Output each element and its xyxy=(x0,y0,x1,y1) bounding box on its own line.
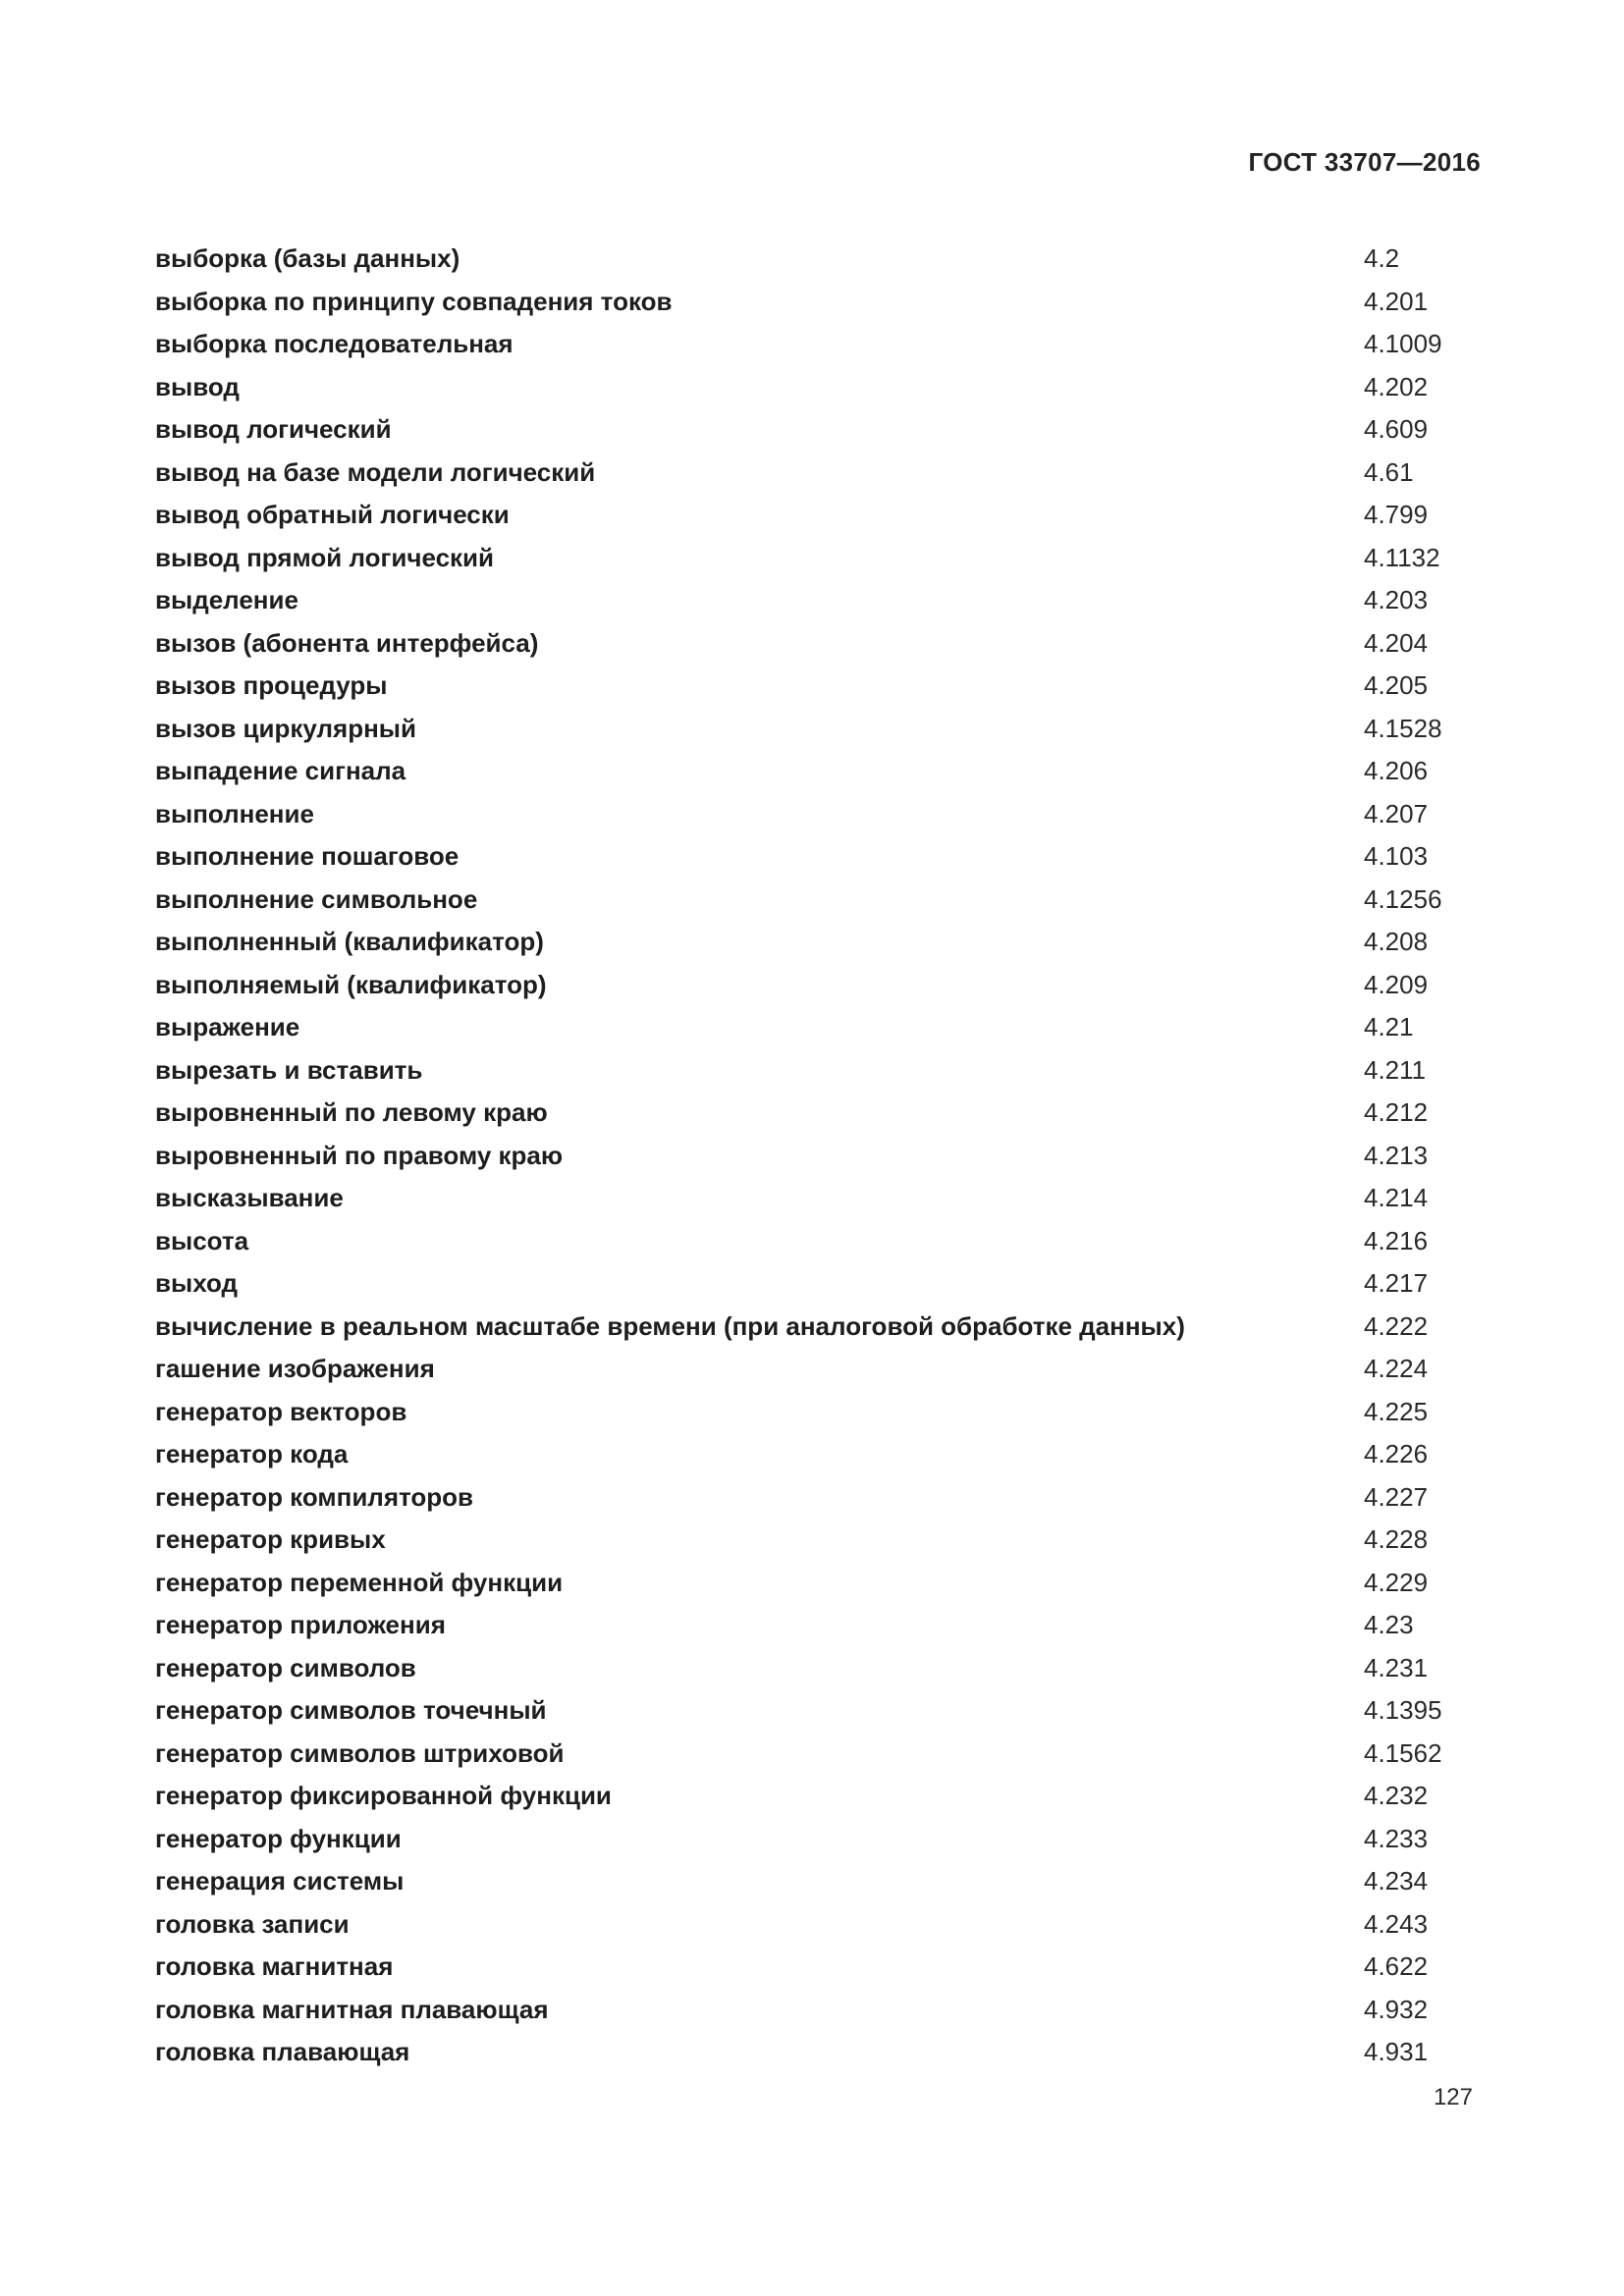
index-term: выполняемый (квалификатор) xyxy=(155,969,547,999)
index-reference-number: 4.222 xyxy=(1364,1310,1429,1341)
index-entry xyxy=(155,281,1471,324)
index-entry xyxy=(155,1348,1471,1391)
index-entry xyxy=(155,622,1471,666)
index-entry xyxy=(155,1519,1471,1562)
index-entry xyxy=(155,1946,1471,1989)
index-reference-number: 4.23 xyxy=(1364,1610,1414,1639)
index-term: вызов (абонента интерфейса) xyxy=(155,627,539,658)
index-reference-number: 4.229 xyxy=(1364,1567,1429,1597)
index-entry xyxy=(155,1433,1471,1476)
index-term: высказывание xyxy=(155,1183,344,1212)
index-entry xyxy=(155,1733,1471,1776)
index-reference-number: 4.1395 xyxy=(1364,1695,1442,1725)
index-reference-number: 4.103 xyxy=(1364,841,1429,871)
index-entry xyxy=(155,964,1471,1007)
index-reference-number: 4.1009 xyxy=(1364,329,1442,358)
index-entry xyxy=(155,323,1471,366)
index-term: вывод xyxy=(155,371,240,401)
index-term: генератор переменной функции xyxy=(155,1567,564,1597)
index-entry xyxy=(155,1989,1471,2032)
index-term: генератор кривых xyxy=(155,1524,386,1554)
index-entry xyxy=(155,2031,1471,2074)
index-term: генератор символов xyxy=(155,1652,416,1682)
index-reference-number: 4.1562 xyxy=(1364,1737,1442,1768)
index-term: выполнение символьное xyxy=(155,883,478,914)
index-term: выполненный (квалификатор) xyxy=(155,927,544,956)
index-reference-number: 4.213 xyxy=(1364,1140,1429,1170)
index-reference-number: 4.1132 xyxy=(1364,542,1440,572)
term-index-list xyxy=(155,238,1471,2074)
document-header: ГОСТ 33707—2016 xyxy=(1248,147,1481,177)
index-entry xyxy=(155,708,1471,751)
index-term: выражение xyxy=(155,1012,300,1041)
index-entry xyxy=(155,1092,1471,1135)
index-term: генератор компиляторов xyxy=(155,1481,474,1512)
index-entry xyxy=(155,1775,1471,1818)
index-term: выровненный по левому краю xyxy=(155,1097,548,1127)
index-term: генератор фиксированной функции xyxy=(155,1781,612,1810)
index-reference-number: 4.1256 xyxy=(1364,883,1442,914)
index-reference-number: 4.2 xyxy=(1364,243,1400,273)
index-reference-number: 4.231 xyxy=(1364,1652,1429,1682)
index-term: вывод логический xyxy=(155,414,392,444)
index-term: выборка (базы данных) xyxy=(155,243,460,273)
index-term: вырезать и вставить xyxy=(155,1054,423,1085)
index-entry xyxy=(155,238,1471,281)
index-term: генератор функции xyxy=(155,1823,402,1853)
index-entry xyxy=(155,452,1471,495)
index-term: выборка последовательная xyxy=(155,329,514,358)
index-reference-number: 4.234 xyxy=(1364,1866,1429,1896)
index-reference-number: 4.224 xyxy=(1364,1354,1429,1383)
index-entry xyxy=(155,366,1471,409)
index-term: высота xyxy=(155,1225,249,1255)
index-term: выровненный по правому краю xyxy=(155,1140,564,1170)
index-entry xyxy=(155,1262,1471,1306)
index-entry xyxy=(155,879,1471,922)
index-term: выпадение сигнала xyxy=(155,756,406,785)
index-term: генератор символов точечный xyxy=(155,1695,547,1725)
index-reference-number: 4.931 xyxy=(1364,2037,1429,2066)
index-reference-number: 4.217 xyxy=(1364,1268,1429,1298)
index-entry xyxy=(155,579,1471,622)
index-term: генератор приложения xyxy=(155,1610,446,1639)
index-term: выделение xyxy=(155,585,298,614)
index-reference-number: 4.216 xyxy=(1364,1225,1429,1255)
index-term: вызов процедуры xyxy=(155,670,388,700)
index-entry xyxy=(155,1647,1471,1690)
index-reference-number: 4.201 xyxy=(1364,286,1429,316)
index-entry xyxy=(155,1135,1471,1178)
index-entry xyxy=(155,1562,1471,1605)
index-entry xyxy=(155,1818,1471,1861)
index-entry xyxy=(155,1049,1471,1093)
index-reference-number: 4.799 xyxy=(1364,500,1429,529)
index-entry xyxy=(155,1476,1471,1520)
index-reference-number: 4.225 xyxy=(1364,1396,1429,1426)
index-entry xyxy=(155,1689,1471,1733)
index-entry xyxy=(155,1177,1471,1220)
index-term: головка магнитная плавающая xyxy=(155,1994,549,2024)
index-reference-number: 4.21 xyxy=(1364,1012,1414,1041)
index-term: головка плавающая xyxy=(155,2037,410,2066)
index-term: генератор векторов xyxy=(155,1396,407,1426)
index-reference-number: 4.932 xyxy=(1364,1994,1429,2024)
index-entry xyxy=(155,1903,1471,1947)
index-term: головка магнитная xyxy=(155,1951,394,1981)
index-reference-number: 4.214 xyxy=(1364,1183,1429,1212)
index-term: вывод на базе модели логический xyxy=(155,456,596,487)
index-reference-number: 4.609 xyxy=(1364,414,1429,444)
index-entry xyxy=(155,1306,1471,1349)
index-term: вывод обратный логически xyxy=(155,500,510,529)
index-entry xyxy=(155,408,1471,452)
index-reference-number: 4.61 xyxy=(1364,456,1414,487)
index-reference-number: 4.227 xyxy=(1364,1481,1429,1512)
index-reference-number: 4.232 xyxy=(1364,1781,1429,1810)
index-term: выборка по принципу совпадения токов xyxy=(155,286,673,316)
index-reference-number: 4.206 xyxy=(1364,756,1429,785)
index-reference-number: 4.204 xyxy=(1364,627,1429,658)
index-entry xyxy=(155,835,1471,879)
index-reference-number: 4.208 xyxy=(1364,927,1429,956)
index-term: генератор кода xyxy=(155,1439,349,1468)
index-term: выполнение xyxy=(155,798,314,828)
index-entry xyxy=(155,1604,1471,1647)
index-reference-number: 4.211 xyxy=(1364,1054,1427,1085)
index-entry xyxy=(155,1391,1471,1434)
index-term: головка записи xyxy=(155,1908,350,1939)
index-reference-number: 4.212 xyxy=(1364,1097,1429,1127)
index-reference-number: 4.233 xyxy=(1364,1823,1429,1853)
index-reference-number: 4.202 xyxy=(1364,371,1429,401)
index-reference-number: 4.622 xyxy=(1364,1951,1429,1981)
index-term: генератор символов штриховой xyxy=(155,1737,565,1768)
index-reference-number: 4.228 xyxy=(1364,1524,1429,1554)
index-reference-number: 4.205 xyxy=(1364,670,1429,700)
index-entry xyxy=(155,494,1471,537)
index-term: вычисление в реальном масштабе времени (при аналоговой обработке данных) xyxy=(155,1310,1185,1341)
index-reference-number: 4.209 xyxy=(1364,969,1429,999)
index-reference-number: 4.207 xyxy=(1364,798,1429,828)
index-entry xyxy=(155,665,1471,708)
index-term: выход xyxy=(155,1268,239,1298)
index-term: вывод прямой логический xyxy=(155,542,495,572)
index-entry xyxy=(155,537,1471,580)
index-entry xyxy=(155,793,1471,836)
index-term: генерация системы xyxy=(155,1866,405,1896)
index-reference-number: 4.243 xyxy=(1364,1908,1429,1939)
index-term: вызов циркулярный xyxy=(155,713,416,743)
index-term: гашение изображения xyxy=(155,1354,435,1383)
index-entry xyxy=(155,1006,1471,1049)
index-entry xyxy=(155,750,1471,793)
index-entry xyxy=(155,1860,1471,1903)
page-number: 127 xyxy=(1433,2084,1473,2110)
index-reference-number: 4.203 xyxy=(1364,585,1429,614)
index-reference-number: 4.1528 xyxy=(1364,713,1442,743)
index-term: выполнение пошаговое xyxy=(155,841,460,871)
index-entry xyxy=(155,1220,1471,1263)
index-reference-number: 4.226 xyxy=(1364,1439,1429,1468)
index-entry xyxy=(155,921,1471,964)
